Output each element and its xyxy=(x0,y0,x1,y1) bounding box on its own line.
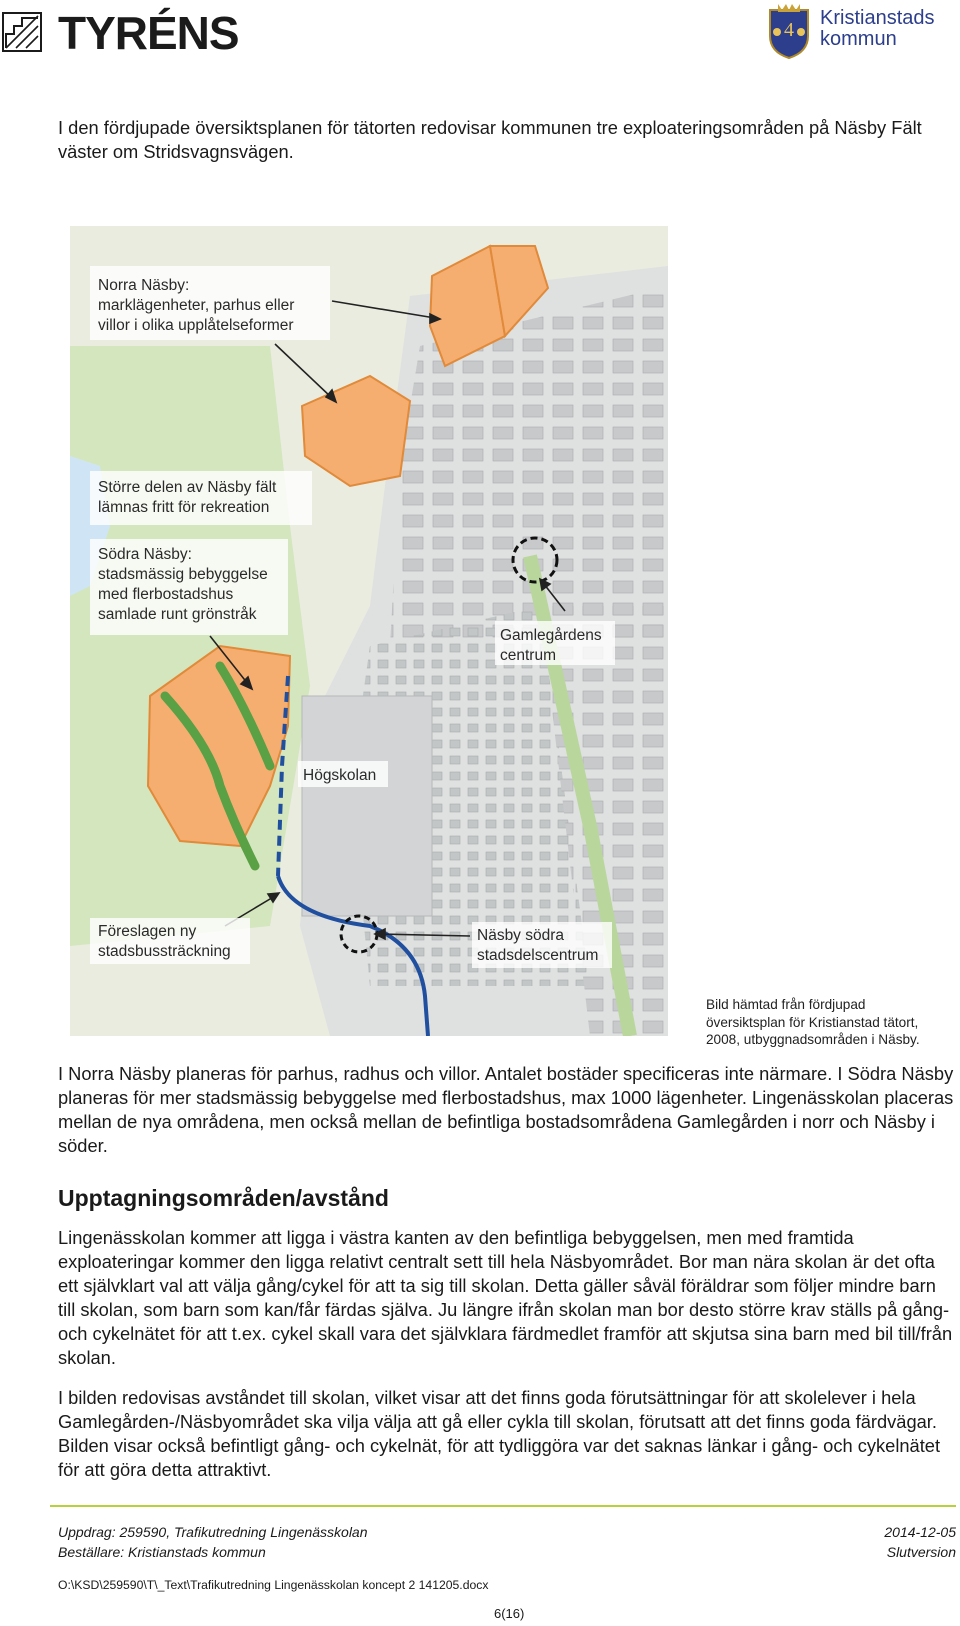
footer-bestallare: Beställare: Kristianstads kommun xyxy=(58,1544,266,1560)
map-hogskolan-area xyxy=(302,696,432,916)
paragraph-upptagning: Lingenässkolan kommer att ligga i västra kanten av den befintliga bebyggelsen, men med framtida exploateringar kommer den ligga relativt centralt sett till hela Näsbyområdet. Bor man nära skolan är det ofta ett självklart val att välja gång/cykel för att ta sig till skolan. Detta gäller såväl föräldrar som följer mindre barn till skolan, som barn som kan/får färdas själva. Ju längre ifrån skolan man bor desto större krav ställs på gång- och cykelnätet för att t.ex. cykel skall vara det självklara färdmedlet framför att skjutsa sina barn med bil till/från skolan. xyxy=(58,1227,953,1368)
map-label-sodra-line2: med flerbostadshus xyxy=(98,586,234,603)
map-label-nasby-line1: Näsby södra xyxy=(477,927,565,944)
map-label-nasby-line2: stadsdelscentrum xyxy=(477,947,599,964)
map-label-rekreation-line2: lämnas fritt för rekreation xyxy=(98,499,270,516)
map-label-sodra-title: Södra Näsby: xyxy=(98,546,192,563)
footer-left xyxy=(58,1522,368,1562)
map-label-norra-line2: villor i olika upplåtelseformer xyxy=(98,317,294,334)
tyrens-logo xyxy=(2,8,252,58)
map-label-norra-line1: marklägenheter, parhus eller xyxy=(98,297,295,314)
map-label-sodra-line1: stadsmässig bebyggelse xyxy=(98,566,268,583)
map-caption: Bild hämtad från fördjupad översiktsplan för Kristianstad tätort, 2008, utbyggnadsområden i Näsby. xyxy=(706,997,920,1047)
svg-text:4: 4 xyxy=(784,19,794,41)
footer-right xyxy=(820,1522,956,1562)
map-label-gamle-line1: Gamlegårdens xyxy=(500,627,602,644)
kristianstad-logo xyxy=(766,2,960,62)
map-label-gamle-line2: centrum xyxy=(500,647,556,664)
tyrens-mark-icon xyxy=(2,12,42,52)
intro-paragraph: I den fördjupade översiktsplanen för tätorten redovisar kommunen tre exploateringsområden på Näsby Fält väster om Stridsvagnsvägen. xyxy=(58,117,922,162)
map-label-norra-title: Norra Näsby: xyxy=(98,277,190,294)
kristianstad-crest-icon xyxy=(766,2,812,60)
map-label-sodra-line3: samlade runt grönstråk xyxy=(98,606,257,623)
map-green-area xyxy=(70,346,310,946)
footer-uppdrag: Uppdrag: 259590, Trafikutredning Lingenässkolan xyxy=(58,1524,368,1540)
footer-divider xyxy=(50,1505,956,1507)
map-label-buss-line1: Föreslagen ny xyxy=(98,923,197,940)
map-label-hogskolan: Högskolan xyxy=(303,767,377,784)
footer-file-path: O:\KSD\259590\T\_Text\Trafikutredning Lingenässkolan koncept 2 141205.docx xyxy=(58,1578,489,1592)
map-label-buss-line2: stadsbussträckning xyxy=(98,943,231,960)
footer-date: 2014-12-05 xyxy=(884,1524,956,1540)
nasby-map xyxy=(70,226,668,1036)
section-heading: Upptagningsområden/avstånd xyxy=(58,1185,389,1211)
page-number: 6(16) xyxy=(494,1606,525,1621)
paragraph-bilden: I bilden redovisas avståndet till skolan, vilket visar att det finns goda förutsättningar för att skolelever i hela Gamlegården-/Näsbyområdet ska vilja välja att gå eller cykla till skolan, förutsatt att det finns goda färdvägar. Bilden visar också befintligt gång- och cykelnät, för att tydliggöra var det saknas länkar i gång- och cykelnätet för att göra detta attraktivt. xyxy=(58,1387,941,1480)
map-label-rekreation-line1: Större delen av Näsby fält xyxy=(98,479,277,496)
footer-version: Slutversion xyxy=(886,1544,956,1560)
kristianstad-logo-text: Kristianstads kommun xyxy=(820,7,935,50)
paragraph-norra-sodra: I Norra Näsby planeras för parhus, radhus och villor. Antalet bostäder specificeras inte närmare. I Södra Näsby planeras för mer stadsmässig bebyggelse med flerbostadshus, max 1000 lägenheter. Lingenässkolan placeras mellan de nya områdena, men också mellan de befintliga bostadsområdena Gamlegården i norr och Näsby i söder. xyxy=(58,1063,954,1156)
tyrens-logo-text: TYRÉNS xyxy=(58,7,239,59)
